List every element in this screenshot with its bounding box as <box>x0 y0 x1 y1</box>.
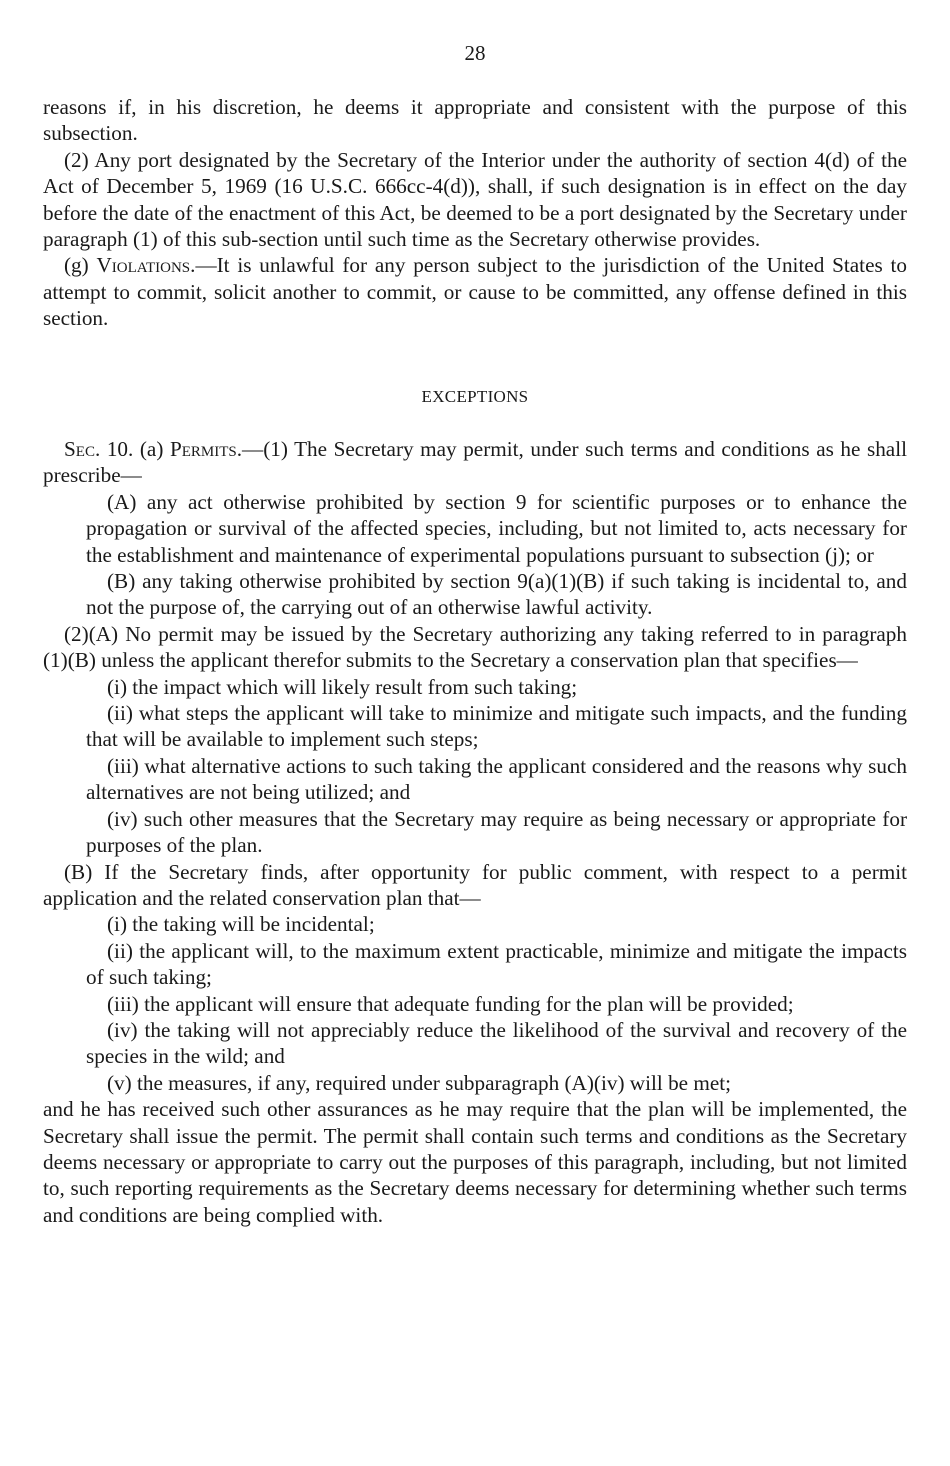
permits-heading: Permits <box>169 437 237 461</box>
section-heading: EXCEPTIONS <box>421 387 529 406</box>
clause-2A-iii: (iii) what alternative actions to such taking the applicant considered and the reasons why such alternatives are not being utilized; and <box>86 753 907 805</box>
page-number: 28 <box>464 41 486 65</box>
sec-number: . 10. (a) <box>94 437 170 461</box>
clause-2B-iii: (iii) the applicant will ensure that adequate funding for the plan will be provided; <box>107 991 794 1016</box>
paragraph-port-designation: (2) Any port designated by the Secretary of the Interior under the authority of section 4(d) of the Act of December 5, 1969 (16 U.S.C. 666cc-4(d)), shall, if such designation is in effect on the day before the date of the enactment of this Act, be deemed to be a port designated by the Secretary under paragraph (1) of this sub-section until such time as the Secretary otherwise provides. <box>43 147 907 252</box>
clause-2B-v: (v) the measures, if any, required under subparagraph (A)(iv) will be met; <box>107 1070 732 1095</box>
violations-prefix: (g) <box>64 253 97 278</box>
violations-heading: Violations <box>96 253 191 278</box>
paragraph-continuation: reasons if, in his discretion, he deems it appropriate and consistent with the purpose of this subsection. <box>43 95 907 146</box>
paragraph-closing: and he has received such other assurances as he may require that the plan will be implemented, the Secretary shall issue the permit. The permit shall contain such terms and conditions as the Secretary deems necessary or appropriate to carry out the purposes of this paragraph, including, but not limited to, such reporting requirements as the Secretary deems necessary for determining whether such terms and conditions are being complied with. <box>43 1097 907 1227</box>
clause-2B-iv: (iv) the taking will not appreciably reduce the likelihood of the survival and recovery of the species in the wild; and <box>86 1017 907 1069</box>
permits-intro: .—(1) The Secretary may permit, under such terms and conditions as he shall prescribe— <box>43 437 907 488</box>
clause-2A-iv: (iv) such other measures that the Secretary may require as being necessary or appropriate for purposes of the plan. <box>86 806 907 858</box>
subparagraph-1B: (B) any taking otherwise prohibited by section 9(a)(1)(B) if such taking is incidental to, and not the purpose of, the carrying out of an otherwise lawful activity. <box>86 569 907 620</box>
paragraph-2B: (B) If the Secretary finds, after opportunity for public comment, with respect to a permit application and the related conservation plan that— <box>43 859 907 910</box>
clause-2B-i: (i) the taking will be incidental; <box>107 912 375 937</box>
clause-2B-ii: (ii) the applicant will, to the maximum extent practicable, minimize and mitigate the impacts of such taking; <box>86 938 907 990</box>
top-text-block <box>43 94 907 332</box>
paragraph-violations <box>43 252 907 331</box>
clause-2A-i: (i) the impact which will likely result from such taking; <box>107 674 578 699</box>
section-10-block <box>43 436 907 1228</box>
clause-2A-ii: (ii) what steps the applicant will take to minimize and mitigate such impacts, and the funding that will be available to implement such steps; <box>86 701 907 752</box>
violations-text: .—It is unlawful for any person subject to the jurisdiction of the United States to attempt to commit, solicit another to commit, or cause to be committed, any offense defined in this section. <box>43 253 907 331</box>
sec-label: Sec <box>64 437 95 461</box>
subparagraph-1A: (A) any act otherwise prohibited by section 9 for scientific purposes or to enhance the propagation or survival of the affected species, including, but not limited to, acts necessary for the establishment and maintenance of experimental populations pursuant to subsection (j); or <box>86 489 907 567</box>
section-10-intro <box>43 436 907 489</box>
paragraph-2A: (2)(A) No permit may be issued by the Secretary authorizing any taking referred to in paragraph (1)(B) unless the applicant therefor submits to the Secretary a conservation plan that specifies— <box>43 621 907 673</box>
